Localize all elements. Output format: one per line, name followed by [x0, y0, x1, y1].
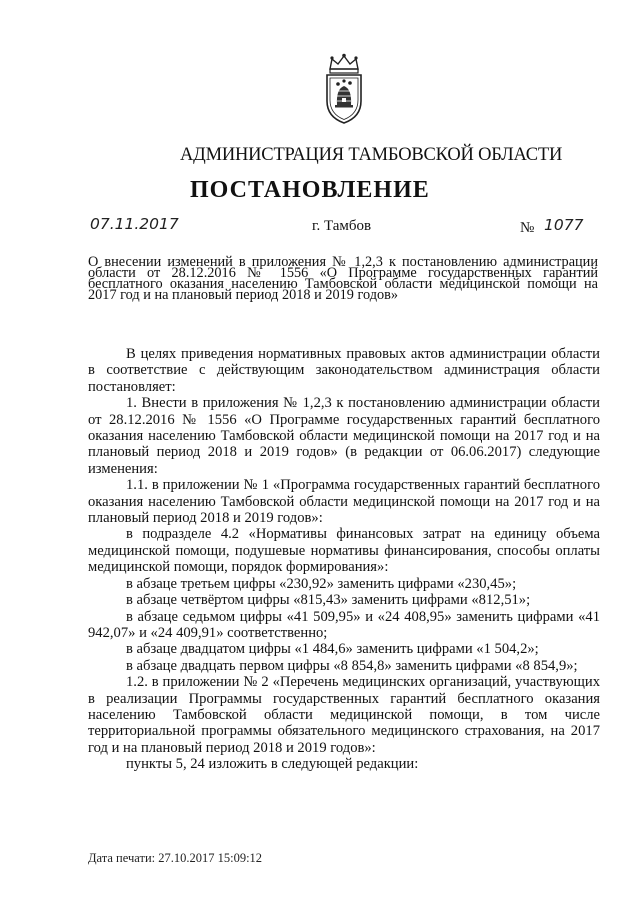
- paragraph-amend-21: в абзаце двадцать первом цифры «8 854,8» заменить цифрами «8 854,9»;: [126, 657, 578, 674]
- paragraph-preamble: В целях приведения нормативных правовых актов администрации области в соответствие с действующим законодательством администрация области постановляет:: [88, 346, 600, 395]
- coat-of-arms-icon: [318, 53, 370, 125]
- paragraph-points-5-24: пункты 5, 24 изложить в следующей редакции:: [126, 756, 419, 773]
- paragraph-amend-7: в абзаце седьмом цифры «41 509,95» и «24 408,95» заменить цифрами «41 942,07» и «24 409,91» соответственно;: [88, 608, 600, 641]
- paragraph-subsection-4-2: в подразделе 4.2 «Нормативы финансовых затрат на единицу объема медицинской помощи, подушевые нормативы финансирования, способы оплаты медицинской помощи, порядок формирования»:: [88, 526, 600, 576]
- paragraph-amend-4: в абзаце четвёртом цифры «815,43» заменить цифрами «812,51»;: [126, 592, 531, 609]
- handwritten-document-number: 1077: [544, 216, 584, 234]
- paragraph-amend-20: в абзаце двадцатом цифры «1 484,6» заменить цифрами «1 504,2»;: [126, 641, 539, 658]
- paragraph-item-1: 1. Внести в приложения № 1,2,3 к постановлению администрации области от 28.12.2016 № 1556 «О Программе государственных гарантий бесплатного оказания населению Тамбовской области медицинской помощи на 2017 год и на плановый период 2018 и 2019 годов» (в редакции от 06.06.2017) следующие изменения:: [88, 395, 600, 477]
- document-body: [88, 346, 600, 773]
- print-date-footer: Дата печати: 27.10.2017 15:09:12: [88, 851, 263, 865]
- organization-name: АДМИНИСТРАЦИЯ ТАМБОВСКОЙ ОБЛАСТИ: [180, 145, 563, 165]
- paragraph-item-1-1: 1.1. в приложении № 1 «Программа государственных гарантий бесплатного оказания населению Тамбовской области медицинской помощи на 2017 год и на плановый период 2018 и 2019 годов»:: [88, 477, 600, 527]
- document-number-label: №: [520, 220, 535, 236]
- handwritten-date: 07.11.2017: [90, 215, 179, 233]
- city-label: г. Тамбов: [312, 218, 372, 234]
- paragraph-amend-3: в абзаце третьем цифры «230,92» заменить цифрами «230,45»;: [126, 575, 517, 592]
- document-subject: О внесении изменений в приложения № 1,2,3 к постановлению администрации области от 28.12.2016 № 1556 «О Программе государственных гарантий бесплатного оказания населению Тамбовской области медицинской помощи на 2017 год и на плановый период 2018 и 2019 годов»: [88, 254, 598, 303]
- paragraph-item-1-2: 1.2. в приложении № 2 «Перечень медицинских организаций, участвующих в реализации Программы государственных гарантий бесплатного оказания населению Тамбовской области медицинской помощи, в том числе территориальной программы обязательного медицинского страхования, на 2017 год и на плановый период 2018 и 2019 годов»:: [88, 674, 600, 756]
- document-type-title: ПОСТАНОВЛЕНИЕ: [190, 177, 430, 203]
